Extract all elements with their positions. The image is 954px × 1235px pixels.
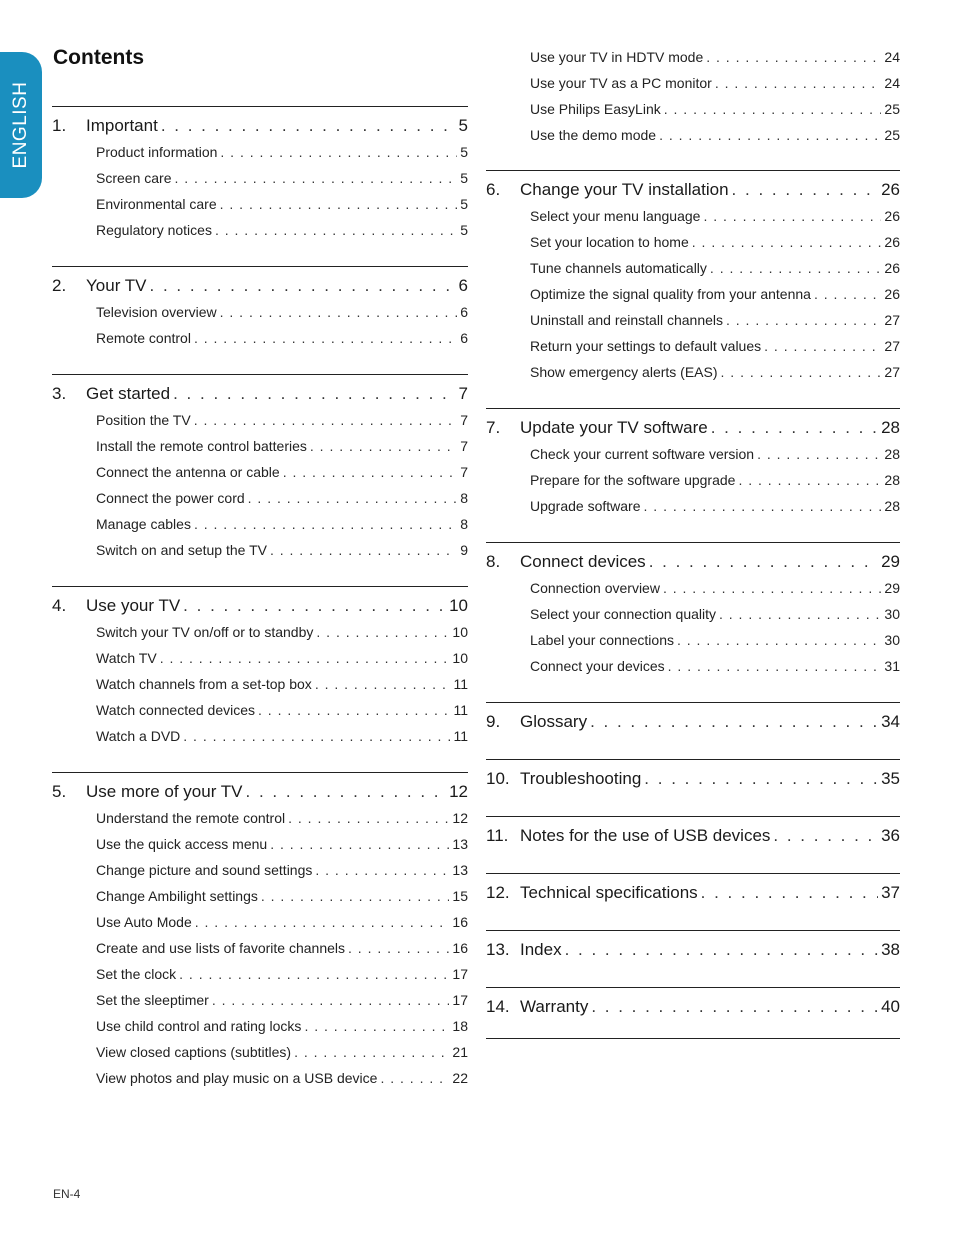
toc-entry[interactable] bbox=[52, 1039, 468, 1065]
toc-entry[interactable] bbox=[52, 511, 468, 537]
toc-entry-label: Connect your devices bbox=[530, 658, 665, 674]
dot-leader bbox=[664, 96, 882, 122]
toc-entry-label: View closed captions (subtitles) bbox=[96, 1044, 292, 1060]
dot-leader bbox=[706, 44, 881, 70]
toc-page-number: 13 bbox=[452, 862, 468, 878]
toc-page-number: 26 bbox=[884, 286, 900, 302]
toc-section bbox=[52, 772, 468, 1114]
toc-entry-label: Connect the power cord bbox=[96, 490, 245, 506]
toc-entry[interactable] bbox=[52, 217, 468, 243]
toc-entry[interactable] bbox=[52, 831, 468, 857]
dot-leader bbox=[161, 112, 456, 139]
toc-page-number: 7 bbox=[460, 412, 468, 428]
toc-page-number: 12 bbox=[452, 810, 468, 826]
dot-leader bbox=[220, 191, 458, 217]
dot-leader bbox=[710, 255, 882, 281]
toc-entry[interactable] bbox=[52, 325, 468, 351]
toc-page-number: 40 bbox=[881, 997, 900, 1016]
toc-page-number: 29 bbox=[884, 580, 900, 596]
toc-section bbox=[486, 702, 900, 759]
language-tab bbox=[0, 52, 42, 198]
toc-entry-label: Use your TV bbox=[86, 596, 181, 615]
toc-entry[interactable] bbox=[52, 723, 468, 749]
toc-page-number: 31 bbox=[884, 658, 900, 674]
toc-entry[interactable] bbox=[52, 619, 468, 645]
toc-entry-label: Tune channels automatically bbox=[530, 260, 707, 276]
toc-entry[interactable] bbox=[52, 645, 468, 671]
dot-leader bbox=[721, 359, 882, 385]
toc-entry-label: Watch connected devices bbox=[96, 702, 256, 718]
dot-leader bbox=[212, 987, 450, 1013]
toc-entry[interactable] bbox=[486, 467, 900, 493]
toc-entry-label: Watch channels from a set-top box bbox=[96, 676, 312, 692]
toc-page-number: 28 bbox=[884, 446, 900, 462]
toc-page-number: 16 bbox=[452, 914, 468, 930]
toc-page-number: 5 bbox=[460, 170, 468, 186]
toc-section-heading[interactable] bbox=[486, 822, 900, 849]
toc-page-number: 30 bbox=[884, 632, 900, 648]
dot-leader bbox=[150, 272, 456, 299]
page-number: EN-4 bbox=[53, 1187, 81, 1201]
toc-page-number: 7 bbox=[458, 384, 468, 403]
toc-entry-label: Product information bbox=[96, 144, 218, 160]
toc-entry[interactable] bbox=[52, 1013, 468, 1039]
toc-page-number: 6 bbox=[460, 304, 468, 320]
toc-page-number: 7 bbox=[460, 438, 468, 454]
toc-entry-label: Important bbox=[86, 116, 158, 135]
toc-entry-label: Connect the antenna or cable bbox=[96, 464, 280, 480]
toc-entry-label: Use more of your TV bbox=[86, 782, 243, 801]
toc-entry[interactable] bbox=[486, 44, 900, 70]
toc-entry-label: Select your menu language bbox=[530, 208, 701, 224]
toc-page-number: 29 bbox=[881, 552, 900, 571]
dot-leader bbox=[248, 485, 458, 511]
toc-entry-label: Check your current software version bbox=[530, 446, 755, 462]
toc-entry-label: Screen care bbox=[96, 170, 172, 186]
toc-entry-label: Update your TV software bbox=[520, 418, 708, 437]
language-tab-label: ENGLISH bbox=[10, 81, 31, 169]
toc-entry-label: Notes for the use of USB devices bbox=[520, 826, 771, 845]
toc-entry[interactable] bbox=[486, 333, 900, 359]
toc-section-heading[interactable] bbox=[52, 778, 468, 805]
dot-leader bbox=[316, 619, 449, 645]
toc-section-heading[interactable] bbox=[486, 176, 900, 203]
dot-leader bbox=[310, 433, 457, 459]
toc-page-number: 8 bbox=[460, 490, 468, 506]
toc-page-number: 22 bbox=[452, 1070, 468, 1086]
toc-entry[interactable] bbox=[486, 359, 900, 385]
toc-section-number: 4. bbox=[52, 596, 67, 615]
toc-section-number: 13. bbox=[486, 940, 510, 959]
dot-leader bbox=[220, 139, 457, 165]
dot-leader bbox=[194, 511, 457, 537]
toc-entry[interactable] bbox=[52, 1065, 468, 1091]
toc-page-number: 16 bbox=[452, 940, 468, 956]
toc-entry[interactable] bbox=[486, 122, 900, 148]
toc-page-number: 10 bbox=[452, 650, 468, 666]
dot-leader bbox=[315, 671, 451, 697]
toc-section bbox=[486, 408, 900, 542]
dot-leader bbox=[261, 883, 450, 909]
toc-section-heading[interactable] bbox=[486, 879, 900, 906]
toc-page-number: 34 bbox=[881, 712, 900, 731]
toc-entry-label: Set the clock bbox=[96, 966, 177, 982]
dot-leader bbox=[814, 281, 881, 307]
toc-page-number: 28 bbox=[881, 418, 900, 437]
toc-page-number: 7 bbox=[460, 464, 468, 480]
toc-entry[interactable] bbox=[52, 165, 468, 191]
toc-page-number: 25 bbox=[884, 127, 900, 143]
toc-entry-label: Create and use lists of favorite channels bbox=[96, 940, 346, 956]
toc-page-number: 38 bbox=[881, 940, 900, 959]
dot-leader bbox=[183, 592, 446, 619]
toc-section-heading[interactable] bbox=[52, 112, 468, 139]
toc-page-number: 17 bbox=[452, 966, 468, 982]
toc-entry[interactable] bbox=[52, 139, 468, 165]
toc-entry-label: Your TV bbox=[86, 276, 147, 295]
toc-page-number: 5 bbox=[460, 196, 468, 212]
page-title: Contents bbox=[53, 46, 144, 69]
toc-section-number: 6. bbox=[486, 180, 501, 199]
toc-page-number: 12 bbox=[449, 782, 468, 801]
toc-entry[interactable] bbox=[486, 627, 900, 653]
toc-entry[interactable] bbox=[52, 459, 468, 485]
toc-section bbox=[486, 759, 900, 816]
dot-leader bbox=[246, 778, 447, 805]
dot-leader bbox=[304, 1013, 449, 1039]
toc-section-number: 14. bbox=[486, 997, 510, 1016]
toc-section-heading[interactable] bbox=[486, 708, 900, 735]
toc-section-number: 12. bbox=[486, 883, 510, 902]
toc-entry-label: Manage cables bbox=[96, 516, 191, 532]
dot-leader bbox=[194, 407, 458, 433]
toc-entry-label: Use the quick access menu bbox=[96, 836, 268, 852]
toc-page-number: 24 bbox=[884, 49, 900, 65]
dot-leader bbox=[179, 961, 449, 987]
toc-page-number: 30 bbox=[884, 606, 900, 622]
toc-page-number: 11 bbox=[453, 728, 468, 744]
toc-entry[interactable] bbox=[52, 987, 468, 1013]
dot-leader bbox=[174, 165, 457, 191]
toc-page-number: 27 bbox=[884, 338, 900, 354]
toc-entry[interactable] bbox=[486, 601, 900, 627]
toc-page-number: 28 bbox=[884, 498, 900, 514]
dot-leader bbox=[258, 697, 450, 723]
toc-entry-label: Glossary bbox=[520, 712, 588, 731]
toc-entry[interactable] bbox=[486, 203, 900, 229]
toc-entry[interactable] bbox=[52, 857, 468, 883]
toc-entry-label: Use your TV as a PC monitor bbox=[530, 75, 712, 91]
toc-page-number: 6 bbox=[458, 276, 468, 295]
toc-section-heading[interactable] bbox=[52, 592, 468, 619]
dot-leader bbox=[220, 299, 458, 325]
toc-entry[interactable] bbox=[486, 307, 900, 333]
toc-page-number: 13 bbox=[452, 836, 468, 852]
toc-page-number: 8 bbox=[460, 516, 468, 532]
dot-leader bbox=[315, 857, 449, 883]
dot-leader bbox=[644, 765, 878, 792]
toc-entry-label: Index bbox=[520, 940, 562, 959]
toc-page-number: 36 bbox=[881, 826, 900, 845]
toc-entry-label: Technical specifications bbox=[520, 883, 698, 902]
dot-leader bbox=[348, 935, 449, 961]
toc-entry[interactable] bbox=[52, 883, 468, 909]
dot-leader bbox=[173, 380, 455, 407]
toc-section-heading[interactable] bbox=[486, 765, 900, 792]
dot-leader bbox=[294, 1039, 449, 1065]
toc-page-number: 15 bbox=[452, 888, 468, 904]
toc-entry-label: Prepare for the software upgrade bbox=[530, 472, 736, 488]
toc-section-heading[interactable] bbox=[52, 380, 468, 407]
toc-section bbox=[486, 170, 900, 408]
toc-page-number: 6 bbox=[460, 330, 468, 346]
toc-entry-label: Select your connection quality bbox=[530, 606, 716, 622]
toc-page-number: 26 bbox=[884, 234, 900, 250]
toc-right-column bbox=[486, 44, 900, 1039]
toc-page-number: 18 bbox=[452, 1018, 468, 1034]
toc-page-number: 5 bbox=[460, 222, 468, 238]
toc-section-number: 7. bbox=[486, 418, 501, 437]
toc-page-number: 5 bbox=[458, 116, 468, 135]
toc-entry[interactable] bbox=[486, 493, 900, 519]
toc-section bbox=[486, 873, 900, 930]
toc-page-number: 37 bbox=[881, 883, 900, 902]
dot-leader bbox=[719, 601, 881, 627]
toc-entry-label: Troubleshooting bbox=[520, 769, 642, 788]
toc-entry[interactable] bbox=[52, 537, 468, 563]
toc-page-number: 26 bbox=[884, 208, 900, 224]
toc-entry[interactable] bbox=[486, 96, 900, 122]
toc-left-column bbox=[52, 106, 468, 1114]
toc-section-number: 3. bbox=[52, 384, 67, 403]
toc-section bbox=[486, 987, 900, 1039]
toc-entry-label: Use child control and rating locks bbox=[96, 1018, 302, 1034]
dot-leader bbox=[692, 229, 882, 255]
toc-page-number: 24 bbox=[884, 75, 900, 91]
dot-leader bbox=[764, 333, 881, 359]
toc-section bbox=[52, 586, 468, 772]
toc-entry[interactable] bbox=[52, 805, 468, 831]
toc-page-number: 5 bbox=[460, 144, 468, 160]
toc-page-number: 25 bbox=[884, 101, 900, 117]
toc-section-number: 1. bbox=[52, 116, 67, 135]
dot-leader bbox=[195, 909, 450, 935]
dot-leader bbox=[270, 831, 449, 857]
toc-entry-label: Return your settings to default values bbox=[530, 338, 762, 354]
toc-entry-label: Regulatory notices bbox=[96, 222, 212, 238]
toc-entry[interactable] bbox=[52, 671, 468, 697]
toc-entry[interactable] bbox=[52, 191, 468, 217]
toc-section-heading[interactable] bbox=[486, 548, 900, 575]
toc-entry-label: Set your location to home bbox=[530, 234, 689, 250]
toc-entry-label: Change Ambilight settings bbox=[96, 888, 258, 904]
toc-page-number: 35 bbox=[881, 769, 900, 788]
dot-leader bbox=[591, 993, 878, 1020]
toc-entry-label: Optimize the signal quality from your antenna bbox=[530, 286, 811, 302]
toc-section bbox=[486, 816, 900, 873]
toc-entry-label: Connection overview bbox=[530, 580, 660, 596]
toc-section-number: 11. bbox=[486, 826, 509, 845]
dot-leader bbox=[270, 537, 457, 563]
dot-leader bbox=[773, 822, 878, 849]
toc-page-number: 9 bbox=[460, 542, 468, 558]
dot-leader bbox=[711, 414, 878, 441]
toc-page-number: 17 bbox=[452, 992, 468, 1008]
toc-section bbox=[486, 930, 900, 987]
toc-entry[interactable] bbox=[52, 935, 468, 961]
toc-entry-label: Television overview bbox=[96, 304, 217, 320]
toc-entry[interactable] bbox=[52, 407, 468, 433]
toc-entry[interactable] bbox=[486, 575, 900, 601]
toc-entry[interactable] bbox=[486, 70, 900, 96]
toc-section bbox=[52, 106, 468, 266]
toc-entry-label: Connect devices bbox=[520, 552, 646, 571]
toc-entry-label: Upgrade software bbox=[530, 498, 641, 514]
dot-leader bbox=[677, 627, 881, 653]
toc-section-heading[interactable] bbox=[486, 993, 900, 1020]
toc-section-number: 5. bbox=[52, 782, 67, 801]
toc-section-heading[interactable] bbox=[486, 414, 900, 441]
dot-leader bbox=[215, 217, 457, 243]
toc-entry[interactable] bbox=[486, 653, 900, 679]
toc-entry-label: Position the TV bbox=[96, 412, 191, 428]
toc-entry[interactable] bbox=[52, 909, 468, 935]
toc-entry-label: Change your TV installation bbox=[520, 180, 729, 199]
toc-entry[interactable] bbox=[486, 441, 900, 467]
toc-section-heading[interactable] bbox=[52, 272, 468, 299]
dot-leader bbox=[649, 548, 878, 575]
toc-entry-label: Switch your TV on/off or to standby bbox=[96, 624, 314, 640]
dot-leader bbox=[183, 723, 450, 749]
toc-page-number: 26 bbox=[881, 180, 900, 199]
toc-section-number: 8. bbox=[486, 552, 501, 571]
toc-page-number: 27 bbox=[884, 364, 900, 380]
toc-entry[interactable] bbox=[486, 281, 900, 307]
toc-entry[interactable] bbox=[52, 961, 468, 987]
toc-entry-label: Uninstall and reinstall channels bbox=[530, 312, 723, 328]
toc-page-number: 10 bbox=[452, 624, 468, 640]
toc-page-number: 10 bbox=[449, 596, 468, 615]
toc-entry-label: Understand the remote control bbox=[96, 810, 286, 826]
toc-entry-label: Use your TV in HDTV mode bbox=[530, 49, 704, 65]
toc-entry-label: Use Auto Mode bbox=[96, 914, 192, 930]
dot-leader bbox=[663, 575, 881, 601]
dot-leader bbox=[644, 493, 882, 519]
dot-leader bbox=[283, 459, 458, 485]
dot-leader bbox=[726, 307, 881, 333]
toc-section-heading[interactable] bbox=[486, 936, 900, 963]
toc-page-number: 21 bbox=[452, 1044, 468, 1060]
toc-entry-label: Use Philips EasyLink bbox=[530, 101, 661, 117]
dot-leader bbox=[715, 70, 882, 96]
toc-section-number: 2. bbox=[52, 276, 67, 295]
dot-leader bbox=[160, 645, 450, 671]
toc-entry[interactable] bbox=[52, 697, 468, 723]
dot-leader bbox=[380, 1065, 449, 1091]
toc-page-number: 11 bbox=[453, 702, 468, 718]
toc-entry-label: Use the demo mode bbox=[530, 127, 657, 143]
toc-page-number: 11 bbox=[453, 676, 468, 692]
toc-entry[interactable] bbox=[52, 299, 468, 325]
toc-page-number: 26 bbox=[884, 260, 900, 276]
toc-page-number: 28 bbox=[884, 472, 900, 488]
dot-leader bbox=[738, 467, 881, 493]
toc-entry-label: Remote control bbox=[96, 330, 191, 346]
toc-entry[interactable] bbox=[52, 433, 468, 459]
dot-leader bbox=[703, 203, 881, 229]
dot-leader bbox=[732, 176, 879, 203]
dot-leader bbox=[288, 805, 449, 831]
toc-entry-label: Switch on and setup the TV bbox=[96, 542, 267, 558]
dot-leader bbox=[757, 441, 881, 467]
toc-entry-label: Watch a DVD bbox=[96, 728, 181, 744]
toc-entry-label: Show emergency alerts (EAS) bbox=[530, 364, 718, 380]
toc-entry-label: Install the remote control batteries bbox=[96, 438, 307, 454]
dot-leader bbox=[701, 879, 878, 906]
toc-page-number: 27 bbox=[884, 312, 900, 328]
toc-entry-label: Environmental care bbox=[96, 196, 217, 212]
toc-entry-label: Set the sleeptimer bbox=[96, 992, 209, 1008]
toc-entry-label: Warranty bbox=[520, 997, 589, 1016]
toc-entry[interactable] bbox=[486, 255, 900, 281]
dot-leader bbox=[659, 122, 881, 148]
toc-section bbox=[52, 266, 468, 374]
dot-leader bbox=[565, 936, 878, 963]
toc-entry-label: Change picture and sound settings bbox=[96, 862, 313, 878]
toc-entry-label: Get started bbox=[86, 384, 171, 403]
toc-entry-label: View photos and play music on a USB device bbox=[96, 1070, 378, 1086]
toc-section-number: 9. bbox=[486, 712, 501, 731]
toc-entry[interactable] bbox=[52, 485, 468, 511]
toc-section-number: 10. bbox=[486, 769, 510, 788]
toc-entry[interactable] bbox=[486, 229, 900, 255]
toc-entry-label: Label your connections bbox=[530, 632, 674, 648]
dot-leader bbox=[590, 708, 878, 735]
dot-leader bbox=[194, 325, 457, 351]
toc-continued-section bbox=[486, 44, 900, 170]
toc-entry-label: Watch TV bbox=[96, 650, 157, 666]
toc-section bbox=[52, 374, 468, 586]
dot-leader bbox=[668, 653, 882, 679]
toc-section bbox=[486, 542, 900, 702]
